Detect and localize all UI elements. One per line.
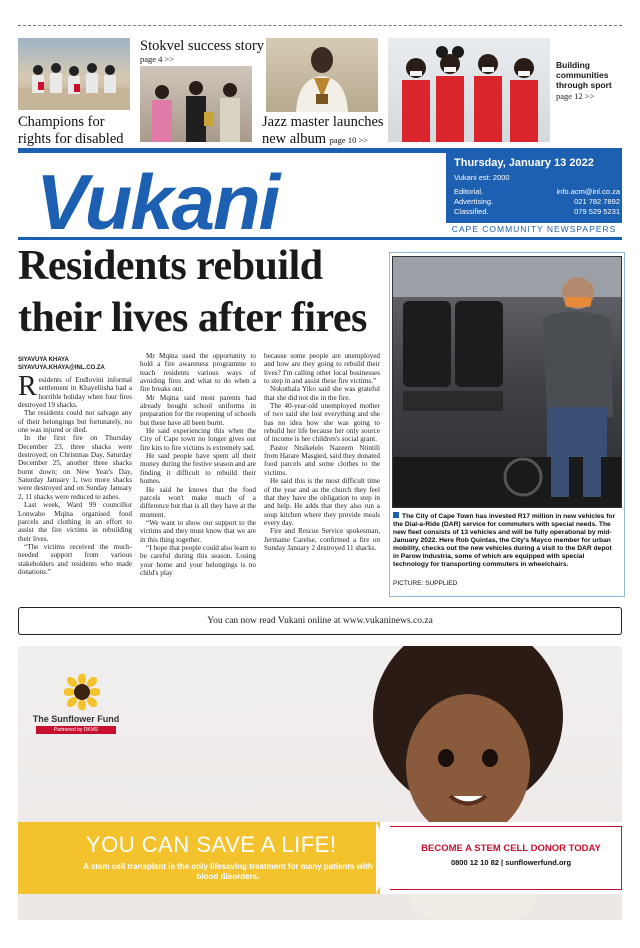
teaser-title-champions[interactable]: Champions for rights for disabled [18, 114, 124, 147]
paragraph: Pastor Ntsikelelo Nazeem Ntintili from Harare Masgied, said they donated food parcels and some clothes to the victims. [264, 443, 380, 477]
paragraph: Last week, Ward 99 councillor Lonwabo Mqina organised food parcels and clothing in an effort to assist the fire victims in rebuilding their lives. [18, 501, 132, 543]
article-column-3 [264, 352, 380, 552]
paragraph: because some people are unemployed and how are they going to rebuild their lives? I'm calling other local businesses to step in and assist these fire victims.” [264, 352, 380, 386]
paragraph: He said he knows that the food parcels won't make much of a difference but that is all they have at the moment. [140, 485, 256, 519]
paragraph: He said this is the most difficult time of the year and as the church they feel that they have the obligation to step in and help. He adds that they also run a soup kitchen where they provide meals every day. [264, 477, 380, 527]
paragraph: Nokuthala Yiko said she was grateful that she did not die in the fire. [264, 385, 380, 402]
contact-row-editorial: Editorial. info.acm@inl.co.za [454, 187, 620, 196]
paragraph: The residents could not salvage any of their belongings but fortunately, no one was injured or died. [18, 409, 132, 435]
musician-icon [266, 38, 378, 112]
teaser-page-stokvel[interactable]: page 4 >> [140, 54, 175, 64]
sponsor-logo-name: The Sunflower Fund [32, 714, 120, 724]
sunflower-icon [64, 674, 100, 710]
masthead [18, 148, 622, 246]
paragraph: “The victims received the much-needed support from various stakeholders and residents who made donations.” [18, 542, 132, 576]
contact-row-advertising: Advertising. 021 782 7892 [454, 197, 620, 206]
teaser-photo-sport[interactable] [388, 38, 550, 142]
people-group-icon [18, 38, 130, 110]
paragraph: He said experiencing this when the City of Cape town no longer gives out fire kits to fire victims is extremely sad. [140, 427, 256, 452]
paragraph: “We want to show our support to the victims and they must know that we are in this thing together. [140, 518, 256, 544]
article-column-1 [18, 371, 132, 576]
top-rule [18, 25, 622, 26]
teaser-photo-stokvel[interactable] [140, 66, 252, 142]
people-group-icon [388, 38, 550, 142]
ad-cta-text[interactable]: BECOME A STEM CELL DONOR TODAY [421, 843, 601, 854]
teaser-title-stokvel[interactable]: Stokvel success story [140, 38, 265, 54]
byline-email[interactable]: SIYAVUYA.KHAYA@INL.CO.ZA [18, 365, 105, 371]
advertisement[interactable] [18, 646, 622, 920]
paragraph: The 40-year-old unemployed mother of two said she lost everything and she has no idea how she was going to rebuild her life because her only source of income is her children's social grant. [264, 402, 380, 444]
teaser-photo-jazz[interactable] [266, 38, 378, 112]
byline [18, 356, 138, 372]
vehicle-interior-icon [393, 257, 622, 508]
masthead-footer: CAPE COMMUNITY NEWSPAPERS [451, 224, 617, 234]
logo[interactable]: Vukani [36, 158, 279, 246]
paragraph: Mr Mqina said most parents had already bought school uniforms in preparation for the reopening of schools but these have all been burnt. [140, 393, 256, 427]
contact-rows [454, 187, 620, 221]
teaser-title-jazz[interactable]: Jazz master launches new album page 10 >> [262, 114, 384, 147]
editorial-email-link[interactable]: info.acm@inl.co.za [556, 187, 620, 196]
contact-row-classified: Classified. 079 529 5231 [454, 207, 620, 216]
caption-marker [393, 512, 399, 518]
article-photo[interactable] [392, 256, 622, 508]
sponsor-logo-sub: Partnered by DKMS [36, 726, 116, 734]
teaser-page-sport[interactable]: page 12 >> [556, 91, 595, 101]
paragraph: In the first fire on Thursday December 23, three shacks were destroyed; on Christmas Day, Saturday December 25, another three shacks burnt down; on New Year's Day, Saturday January 1, two more shacks were destroyed and on Sunday January 2, 11 shacks were reduced to ashes. [18, 434, 132, 501]
paragraph: He said people have spent all their money during the festive season and are finding it difficult to rebuild their homes. [140, 452, 256, 486]
paragraph: Mr Mqina used the opportunity to hold a fire awareness programme to teach residents various ways of avoiding fires and what to do when a fire breaks out. [140, 352, 256, 394]
masthead-info-box [446, 153, 622, 223]
paragraph: Fire and Rescue Service spokesman, Jermaine Carelse, confirmed a fire on Sunday January 2 destroyed 11 shacks. [264, 527, 380, 552]
paragraph: “I hope that people could also learn to be careful during this season. Losing your home and your belongings is no child's play [140, 543, 256, 577]
dropcap: R [18, 371, 37, 402]
teaser-photo-champions[interactable] [18, 38, 130, 110]
article-headline[interactable]: Residents rebuild their lives after fires [18, 243, 367, 341]
article-column-2 [140, 352, 256, 577]
photo-credit: PICTURE: SUPPLIED [393, 580, 458, 587]
ad-subtext: A stem cell transplant is the only lifesaving treatment for many patients with blood disorders. [83, 862, 373, 881]
est-line: Vukani est: 2000 [454, 173, 510, 182]
online-notice[interactable]: You can now read Vukani online at www.vukaninews.co.za [18, 607, 622, 635]
paragraph: Residents of Endlovini informal settlement in Khayelitsha had a horrible holiday when four fires destroyed 19 shacks. [18, 371, 132, 410]
ad-contact[interactable]: 0800 12 10 82 | sunflowerfund.org [450, 858, 572, 867]
photo-caption: The City of Cape Town has invested R17 million in new vehicles for the Dial-a-Ride (DAR) service for commuters with special needs. The new fleet consists of 13 vehicles and will be fully operational by mid-January 2022. Here Rob Quintas, the City's Mayco member for urban mobility, checks out the new vehicles during a visit to the DAR depot in Parow Industria, some of which are equipped with special technology for transporting commuters in wheelchairs. [393, 513, 616, 568]
byline-name: SIYAVUYA KHAYA [18, 357, 69, 363]
issue-date: Thursday, January 13 2022 [454, 157, 594, 169]
people-group-icon [140, 66, 252, 142]
teaser-title-sport[interactable]: Building communities through sport [556, 60, 612, 90]
ad-headline: YOU CAN SAVE A LIFE! [86, 832, 337, 857]
